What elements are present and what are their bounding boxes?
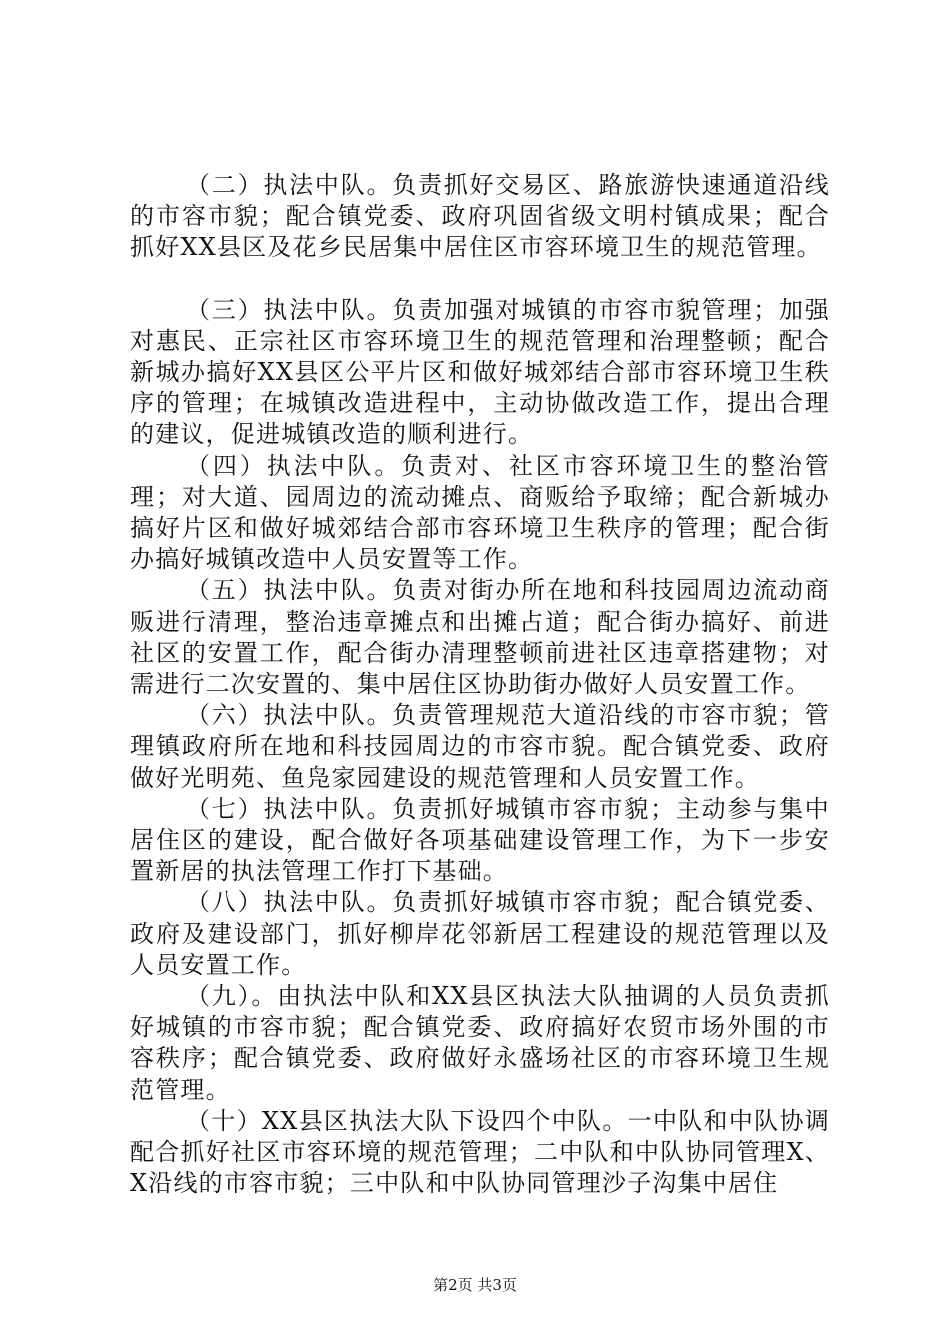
- paragraph-3: （三）执法中队。负责加强对城镇的市容市貌管理；加强对惠民、正宗社区市容环境卫生的规范管理和治理整顿；配合新城办搞好XX县区公平片区和做好城郊结合部市容环境卫生秩序的管理；在城镇改造进程中，主动协做改造工作，提出合理的建议，促进城镇改造的顺利进行。: [130, 295, 830, 449]
- paragraph-9: （九）。由执法中队和XX县区执法大队抽调的人员负责抓好城镇的市容市貌；配合镇党委、政府搞好农贸市场外围的市容秩序；配合镇党委、政府做好永盛场社区的市容环境卫生规范管理。: [130, 982, 830, 1104]
- paragraph-7: （七）执法中队。负责抓好城镇市容市貌；主动参与集中居住区的建设，配合做好各项基础建设管理工作，为下一步安置新居的执法管理工作打下基础。: [130, 794, 830, 886]
- paragraph-8: （八）执法中队。负责抓好城镇市容市貌；配合镇党委、政府及建设部门，抓好柳岸花邻新居工程建设的规范管理以及人员安置工作。: [130, 888, 830, 979]
- paragraph-spacer: [130, 264, 830, 295]
- paragraph-6: （六）执法中队。负责管理规范大道沿线的市容市貌；管理镇政府所在地和科技园周边的市容市貌。配合镇党委、政府做好光明苑、鱼凫家园建设的规范管理和人员安置工作。: [130, 701, 830, 792]
- paragraph-2: （二）执法中队。负责抓好交易区、路旅游快速通道沿线的市容市貌；配合镇党委、政府巩固省级文明村镇成果；配合抓好XX县区及花乡民居集中居住区市容环境卫生的规范管理。: [130, 171, 830, 262]
- page-footer: 第2页 共3页: [433, 1276, 517, 1294]
- document-body: [130, 170, 830, 1200]
- paragraph-4: （四）执法中队。负责对、社区市容环境卫生的整治管理；对大道、园周边的流动摊点、商贩给予取缔；配合新城办搞好片区和做好城郊结合部市容环境卫生秩序的管理；配合街办搞好城镇改造中人员安置等工作。: [130, 451, 830, 574]
- paragraph-5: （五）执法中队。负责对街办所在地和科技园周边流动商贩进行清理，整治违章摊点和出摊占道；配合街办搞好、前进社区的安置工作，配合街办清理整顿前进社区违章搭建物；对需进行二次安置的、集中居住区协助街办做好人员安置工作。: [130, 576, 830, 699]
- paragraph-10: （十）XX县区执法大队下设四个中队。一中队和中队协调配合抓好社区市容环境的规范管理；二中队和中队协同管理X、X沿线的市容市貌；三中队和中队协同管理沙子沟集中居住: [130, 1106, 830, 1198]
